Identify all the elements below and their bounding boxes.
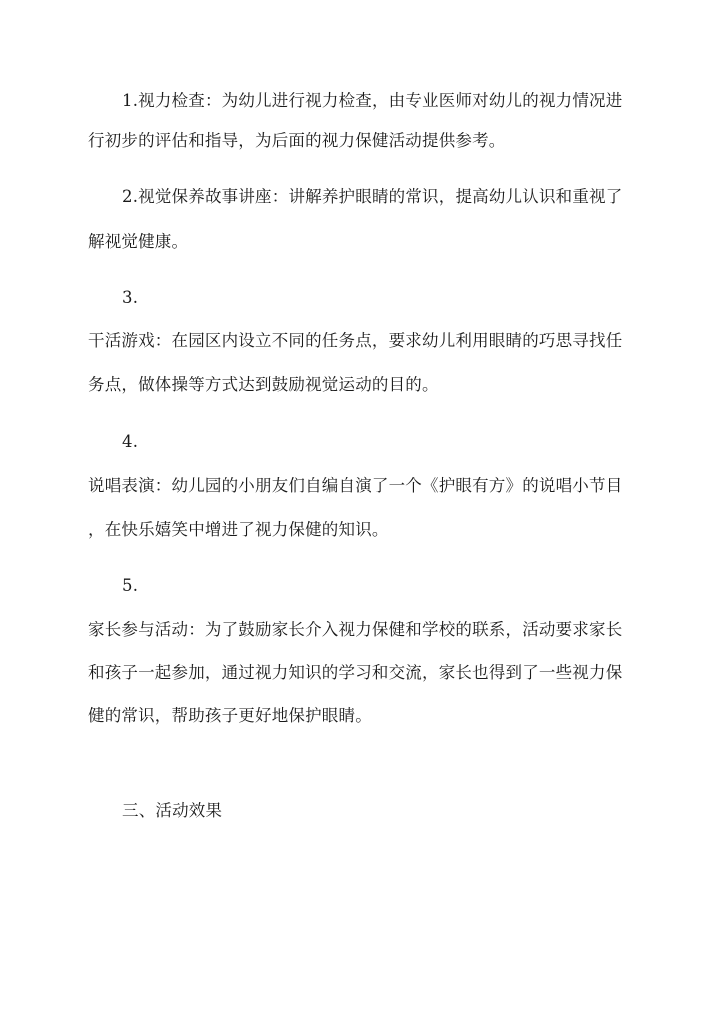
item-4-number: 4.	[122, 432, 139, 451]
item-3-line-2: 务点，做体操等方式达到鼓励视觉运动的目的。	[88, 375, 439, 394]
item-5-number: 5.	[122, 576, 139, 595]
item-4-line-1: 说唱表演：幼儿园的小朋友们自编自演了一个《护眼有方》的说唱小节目	[88, 476, 623, 495]
item-1-line-2: 行初步的评估和指导，为后面的视力保健活动提供参考。	[88, 131, 506, 150]
item-5-line-3: 健的常识，帮助孩子更好地保护眼睛。	[88, 706, 372, 725]
section-heading: 三、活动效果	[122, 801, 223, 820]
item-5-line-2: 和孩子一起参加，通过视力知识的学习和交流，家长也得到了一些视力保	[88, 663, 623, 682]
item-4-line-2: ，在快乐嬉笑中增进了视力保健的知识。	[88, 520, 389, 539]
item-5-line-1: 家长参与活动：为了鼓励家长介入视力保健和学校的联系，活动要求家长	[88, 620, 623, 639]
item-2-line-2: 解视觉健康。	[88, 232, 189, 251]
item-1-line-1: 1.视力检查：为幼儿进行视力检查，由专业医师对幼儿的视力情况进	[122, 91, 623, 110]
item-3-number: 3.	[122, 288, 139, 307]
item-3-line-1: 干活游戏：在园区内设立不同的任务点，要求幼儿利用眼睛的巧思寻找任	[88, 331, 623, 350]
item-2-line-1: 2.视觉保养故事讲座：讲解养护眼睛的常识，提高幼儿认识和重视了	[122, 187, 623, 206]
